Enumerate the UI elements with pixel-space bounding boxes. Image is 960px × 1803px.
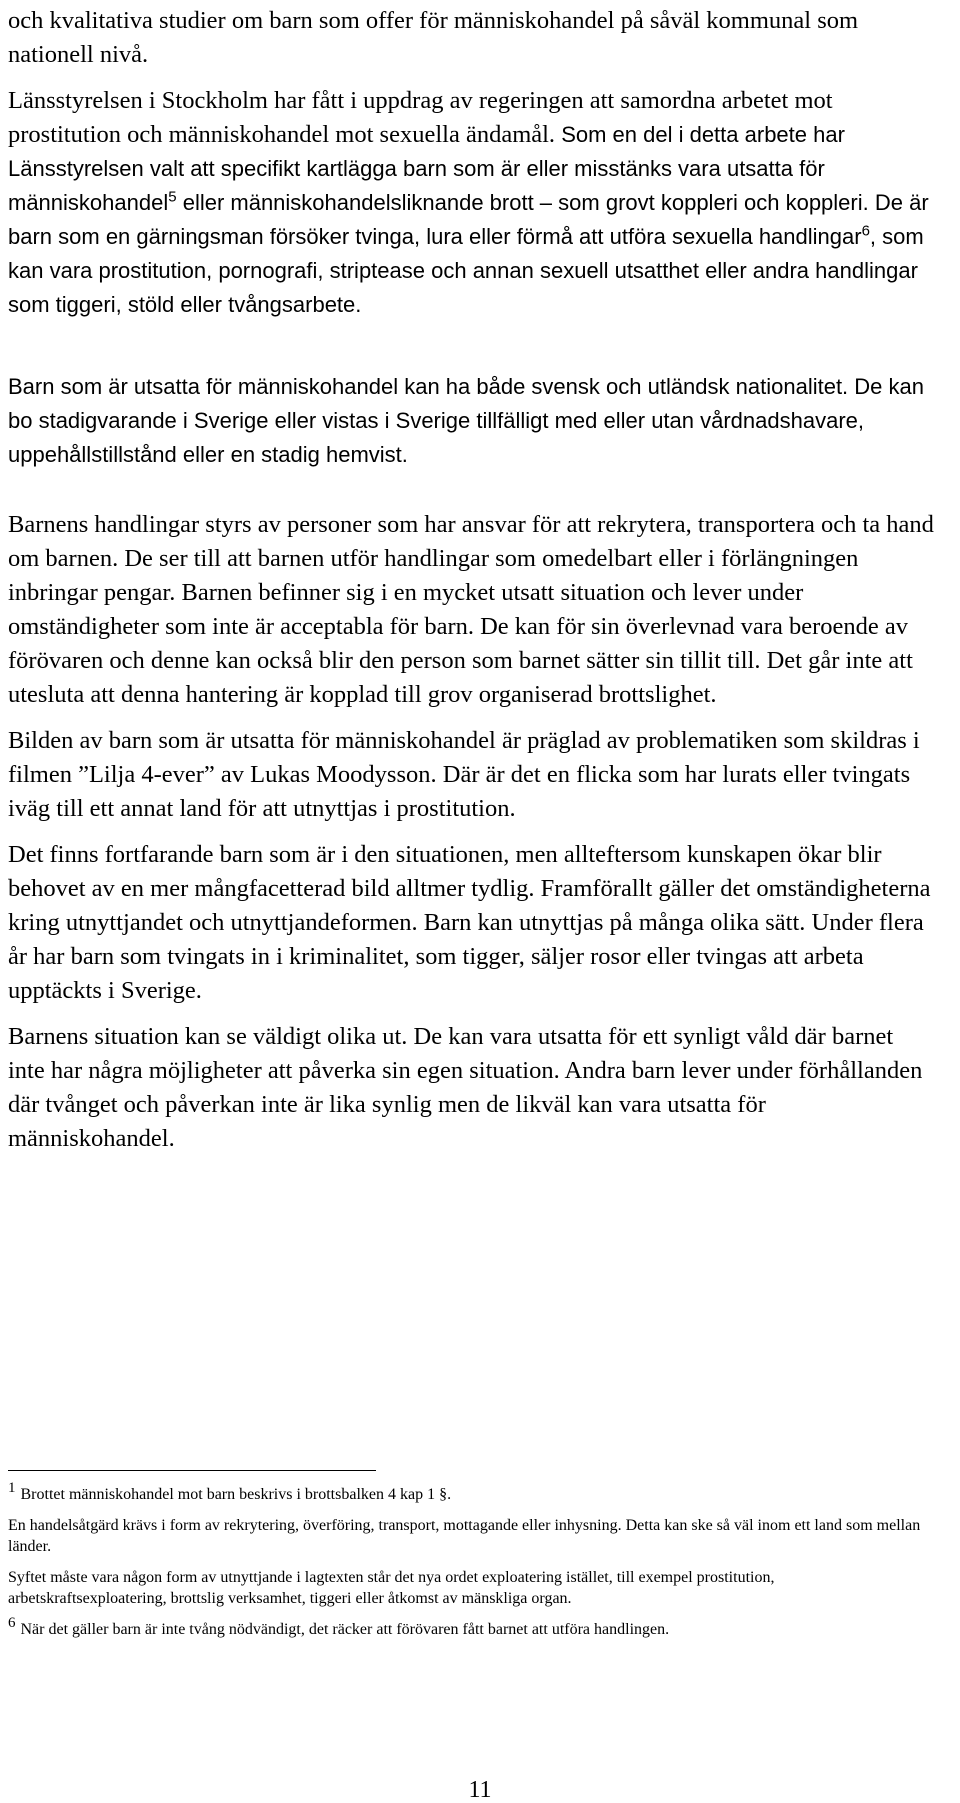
page-number: 11 — [468, 1777, 492, 1803]
paragraph-5 — [8, 838, 936, 1008]
body-text-sans — [8, 370, 936, 484]
footnote-1-continued-2 — [8, 1567, 936, 1609]
paragraph-0 — [8, 4, 936, 72]
footnote-1-number: 1 — [8, 1480, 16, 1496]
footnote-2-text: En handelsåtgärd krävs i form av rekrytering, överföring, transport, mottagande eller inhysning. Detta kan ske så väl inom ett land som mellan länder. — [8, 1517, 921, 1555]
paragraph-0-text: och kvalitativa studier om barn som offer för människohandel på såväl kommunal som nationell nivå. — [8, 7, 859, 68]
paragraph-4 — [8, 724, 936, 826]
footnote-1 — [8, 1480, 936, 1505]
footnote-separator — [8, 1470, 376, 1471]
paragraph-4-text: Bilden av barn som är utsatta för människohandel är präglad av problematiken som skildras i filmen ”Lilja 4-ever” av Lukas Moodysson. Där är det en flicka som har lurats eller tvingats iväg till ett annat land för att utnyttjas i prostitution. — [8, 727, 920, 822]
footnote-ref-5: 5 — [168, 188, 177, 206]
paragraph-1-text-c: eller människohandelsliknande brott – som grovt koppleri och koppleri. — [182, 190, 869, 215]
footnote-6-number: 6 — [8, 1615, 16, 1631]
paragraph-1-text-b: Som en del i detta arbete har Länsstyrelsen valt att specifikt kartlägga barn som är eller misstänks vara utsatta för människohandel — [8, 122, 845, 215]
paragraph-6 — [8, 1020, 936, 1156]
paragraph-3-text: Barnens handlingar styrs av personer som har ansvar för att rekrytera, transportera och ta hand om barnen. De ser till att barnen utför handlingar som omedelbart eller i förlängningen inbringar pengar. Barnen befinner sig i en mycket utsatt situation och lever under omständigheter som inte är acceptabla för barn. De kan för sin överlevnad vara beroende av förövaren och denne kan också blir den person som barnet sätter sin tillit till. Det går inte att utesluta att denna hantering är kopplad till grov organiserad brottslighet. — [8, 511, 934, 708]
paragraph-5-text: Det finns fortfarande barn som är i den situationen, men allteftersom kunskapen ökar blir behovet av en mer mångfacetterad bild alltmer tydlig. Framförallt gäller det omständigheterna kring utnyttjandet och utnyttjandeformen. Barn kan utnyttjas på många olika sätt. Under flera år har barn som tvingats in i kriminalitet, som tigger, säljer rosor eller tvingas att arbeta upptäckts i Sverige. — [8, 841, 931, 1004]
paragraph-3 — [8, 508, 936, 712]
footnote-6-text: När det gäller barn är inte tvång nödvändigt, det räcker att förövaren fått barnet att utföra handlingen. — [20, 1621, 670, 1638]
footnote-1-continued — [8, 1515, 936, 1557]
paragraph-1 — [8, 84, 936, 322]
paragraph-1-text-d: De är barn som en gärningsman försöker tvinga, lura eller förmå att utföra sexuella handlingar — [8, 190, 929, 249]
paragraph-1-serif-part: Länsstyrelsen i Stockholm har fått i uppdrag av regeringen att samordna arbetet mot prostitution och människohandel mot sexuella ändamål. — [8, 87, 833, 148]
footnote-1-text: Brottet människohandel mot barn beskrivs i brottsbalken 4 kap 1 §. — [20, 1486, 452, 1503]
body-text — [8, 4, 936, 334]
paragraph-6-text: Barnens situation kan se väldigt olika ut. De kan vara utsatta för ett synligt våld där barnet inte har några möjligheter att påverka sin egen situation. Andra barn lever under förhållanden där tvånget och påverkan inte är lika synlig men de likväl kan vara utsatta för människohandel. — [8, 1023, 923, 1152]
footnote-3-text: Syftet måste vara någon form av utnyttjande i lagtexten står det nya ordet exploatering istället, till exempel prostitution, arbetskraftsexploatering, brottslig verksamhet, tiggeri eller åtkomst av mänskliga organ. — [8, 1569, 775, 1607]
paragraph-1-text-e: , som kan vara prostitution, pornografi, striptease och annan sexuell utsatthet eller andra handlingar som tiggeri, stöld eller tvångsarbete. — [8, 224, 924, 317]
body-text-serif — [8, 508, 936, 1168]
paragraph-2-text: Barn som är utsatta för människohandel kan ha både svensk och utländsk nationalitet. De kan bo stadigvarande i Sverige eller vistas i Sverige tillfälligt med eller utan vårdnadshavare, uppehållstillstånd eller en stadig hemvist. — [8, 374, 924, 467]
paragraph-2 — [8, 370, 936, 472]
footnote-6 — [8, 1615, 936, 1640]
footnote-ref-6: 6 — [861, 222, 870, 240]
footnotes — [8, 1480, 936, 1650]
